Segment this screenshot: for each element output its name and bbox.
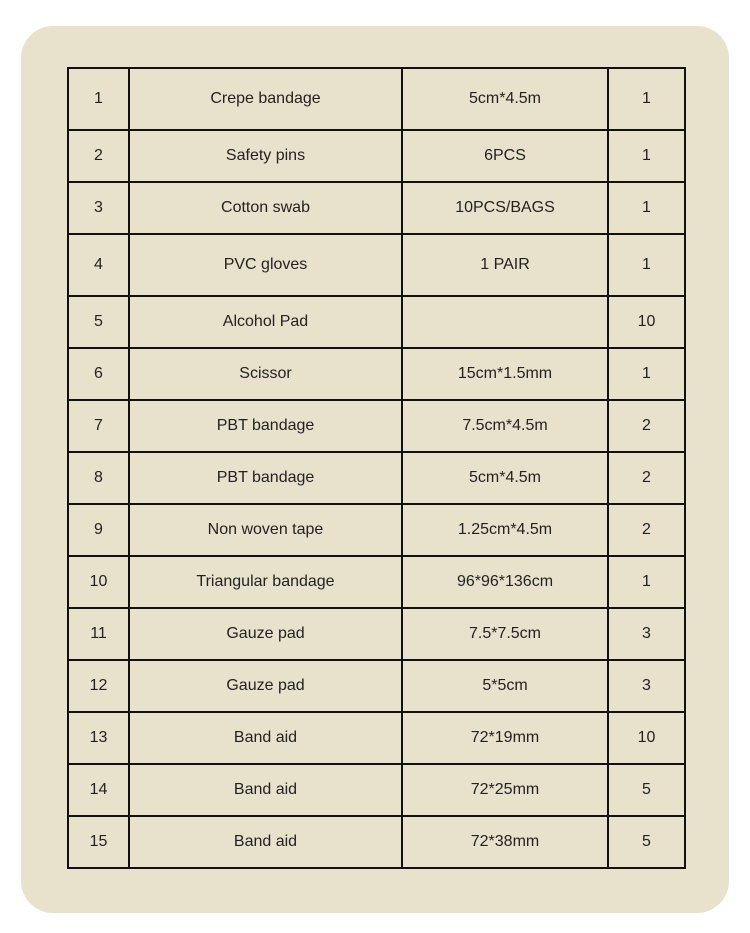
item-number-cell: 5: [68, 296, 129, 348]
item-name-cell: Gauze pad: [129, 660, 402, 712]
item-number-cell: 14: [68, 764, 129, 816]
item-quantity-cell: 1: [608, 234, 685, 296]
item-spec-cell: 1 PAIR: [402, 234, 608, 296]
item-number-cell: 3: [68, 182, 129, 234]
table-row: [68, 660, 685, 712]
item-number-cell: 1: [68, 68, 129, 130]
contents-table: [67, 67, 686, 869]
item-number-cell: 4: [68, 234, 129, 296]
item-spec-cell: 72*19mm: [402, 712, 608, 764]
item-spec-cell: [402, 296, 608, 348]
item-name-cell: Band aid: [129, 764, 402, 816]
item-spec-cell: 10PCS/BAGS: [402, 182, 608, 234]
item-number-cell: 7: [68, 400, 129, 452]
item-spec-cell: 96*96*136cm: [402, 556, 608, 608]
table-row: [68, 400, 685, 452]
item-number-cell: 8: [68, 452, 129, 504]
item-quantity-cell: 1: [608, 182, 685, 234]
item-name-cell: Alcohol Pad: [129, 296, 402, 348]
item-spec-cell: 72*38mm: [402, 816, 608, 868]
item-spec-cell: 7.5*7.5cm: [402, 608, 608, 660]
item-number-cell: 9: [68, 504, 129, 556]
item-number-cell: 11: [68, 608, 129, 660]
item-name-cell: PBT bandage: [129, 400, 402, 452]
item-name-cell: Cotton swab: [129, 182, 402, 234]
item-spec-cell: 72*25mm: [402, 764, 608, 816]
item-spec-cell: 5cm*4.5m: [402, 68, 608, 130]
table-row: [68, 504, 685, 556]
item-number-cell: 13: [68, 712, 129, 764]
item-name-cell: Non woven tape: [129, 504, 402, 556]
table-row: [68, 130, 685, 182]
table-row: [68, 764, 685, 816]
item-quantity-cell: 1: [608, 68, 685, 130]
table-row: [68, 234, 685, 296]
item-name-cell: Scissor: [129, 348, 402, 400]
item-spec-cell: 1.25cm*4.5m: [402, 504, 608, 556]
table-row: [68, 296, 685, 348]
table-row: [68, 556, 685, 608]
item-quantity-cell: 5: [608, 816, 685, 868]
item-spec-cell: 15cm*1.5mm: [402, 348, 608, 400]
item-quantity-cell: 2: [608, 400, 685, 452]
table-row: [68, 816, 685, 868]
item-quantity-cell: 1: [608, 348, 685, 400]
item-quantity-cell: 2: [608, 504, 685, 556]
item-name-cell: Crepe bandage: [129, 68, 402, 130]
item-number-cell: 10: [68, 556, 129, 608]
item-number-cell: 6: [68, 348, 129, 400]
item-spec-cell: 5cm*4.5m: [402, 452, 608, 504]
item-quantity-cell: 2: [608, 452, 685, 504]
item-quantity-cell: 10: [608, 296, 685, 348]
item-number-cell: 15: [68, 816, 129, 868]
item-quantity-cell: 1: [608, 556, 685, 608]
item-quantity-cell: 5: [608, 764, 685, 816]
table-row: [68, 452, 685, 504]
table-row: [68, 608, 685, 660]
item-number-cell: 12: [68, 660, 129, 712]
table-body: [68, 68, 685, 868]
item-name-cell: PBT bandage: [129, 452, 402, 504]
item-spec-cell: 6PCS: [402, 130, 608, 182]
item-name-cell: Triangular bandage: [129, 556, 402, 608]
item-spec-cell: 5*5cm: [402, 660, 608, 712]
table-row: [68, 68, 685, 130]
item-spec-cell: 7.5cm*4.5m: [402, 400, 608, 452]
table-row: [68, 182, 685, 234]
item-quantity-cell: 10: [608, 712, 685, 764]
item-quantity-cell: 3: [608, 660, 685, 712]
item-name-cell: Band aid: [129, 816, 402, 868]
table-row: [68, 712, 685, 764]
item-name-cell: Gauze pad: [129, 608, 402, 660]
item-quantity-cell: 3: [608, 608, 685, 660]
item-number-cell: 2: [68, 130, 129, 182]
item-name-cell: Band aid: [129, 712, 402, 764]
table-row: [68, 348, 685, 400]
item-quantity-cell: 1: [608, 130, 685, 182]
item-name-cell: Safety pins: [129, 130, 402, 182]
item-name-cell: PVC gloves: [129, 234, 402, 296]
